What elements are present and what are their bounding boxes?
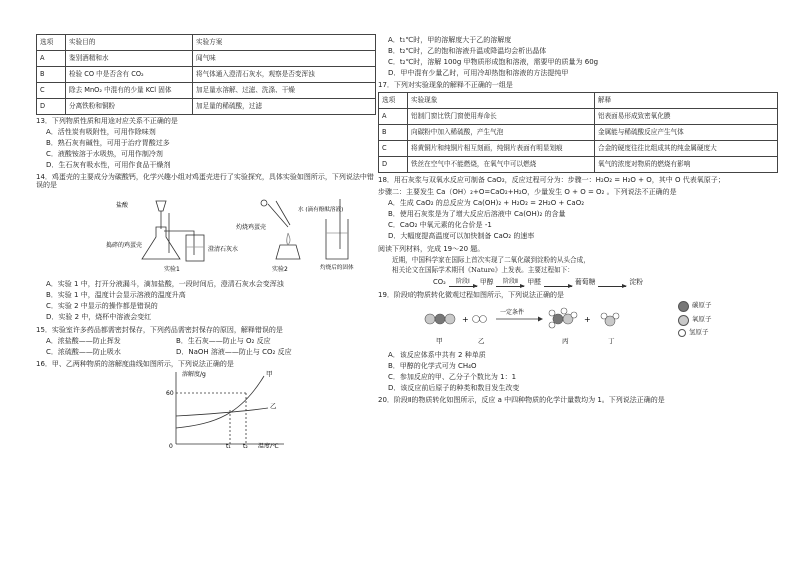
x-axis-label: 温度/℃	[258, 442, 279, 448]
question-13-option-b: B．熟石灰有碱性，可用于治疗胃酸过多	[46, 139, 170, 148]
y-axis-label: 溶解度/g	[182, 370, 206, 378]
legend-hydrogen	[678, 329, 712, 337]
table-cell: 闻气味	[193, 51, 376, 67]
series-label-yi: 乙	[270, 401, 277, 410]
flow-co2: CO₂	[433, 277, 446, 286]
svg-text:+: +	[584, 314, 591, 324]
question-19-stem: 19．阶段Ⅰ的物质转化微观过程如图所示，下列说法正确的是	[378, 290, 564, 299]
label-jia: 甲	[436, 336, 443, 345]
table-cell: A	[379, 109, 408, 125]
flow-arrow-stage2	[496, 279, 524, 287]
question-18-stem-line2: 步骤二：主要发生 Ca（OH）₂+O=CaO₂+H₂O，少量发生 O + O = O₂ 。下列说法不正确的是	[378, 188, 677, 197]
question-19-figure	[378, 299, 778, 351]
table-row	[37, 83, 376, 99]
question-17-stem: 17．下列对实验现象的解释不正确的一组是	[378, 81, 513, 90]
svg-text:+: +	[462, 314, 469, 324]
atom-legend	[678, 301, 712, 340]
question-18-option-c: C．CaO₂ 中氧元素的化合价是 -1	[388, 221, 492, 230]
question-16-option-a: A．t₁℃时，甲的溶解度大于乙的溶解度	[388, 36, 512, 44]
phenomena-table	[378, 92, 778, 173]
table-cell: 检验 CO 中是否含有 CO₂	[66, 67, 193, 83]
table-cell: D	[379, 157, 408, 173]
question-15-option-d: D．NaOH 溶液——防止与 CO₂ 反应	[176, 347, 292, 356]
legend-hydrogen-label: 氢原子	[689, 327, 709, 336]
table-cell: 金属能与稀硫酸反应产生气体	[595, 125, 778, 141]
question-18-stem-line1: 18．用石灰浆与双氧水反应可制备 CaO₂，反应过程可分为：步骤一：H₂O₂ = H₂O + O，其中 O 代表氧原子；	[378, 176, 725, 185]
label-shell: 捣碎的鸡蛋壳	[106, 242, 143, 250]
series-label-jia: 甲	[266, 369, 273, 378]
question-19-option-a: A．该反应体系中共有 2 种单质	[388, 350, 486, 359]
question-14-figure	[36, 189, 376, 277]
carbon-atom-icon	[678, 301, 689, 312]
passage-line-2: 相关论文在国际学术期刊《Nature》上发表。主要过程如下：	[392, 266, 574, 275]
table-cell: C	[37, 83, 66, 99]
table-row	[379, 109, 778, 125]
left-column	[36, 34, 376, 450]
question-18-option-d: D．大幅度提高温度可以加快制备 CaO₂ 的速率	[388, 232, 535, 241]
question-20-stem: 20．阶段Ⅱ的物质转化如图所示，反应 a 中四种物质的化学计量数均为 1。下列说法正确的是	[378, 395, 665, 404]
solubility-chart	[36, 368, 376, 448]
table-header: 实验方案	[193, 35, 376, 51]
legend-carbon-label: 碳原子	[692, 301, 712, 310]
question-14-option-d: D．实验 2 中，烧杯中溶液会变红	[46, 313, 152, 322]
question-14-stem: 14．鸡蛋壳的主要成分为碳酸钙，化学兴趣小组对鸡蛋壳进行了实验探究，具体实验如图所示，下列说法中错	[36, 173, 374, 182]
question-16-option-d: D．甲中混有少量乙时，可用冷却热饱和溶液的方法提纯甲	[388, 69, 569, 78]
reading-passage	[392, 257, 778, 275]
question-14-option-b: B．实验 1 中，温度计会显示溶液的温度升高	[46, 291, 186, 300]
right-column	[378, 36, 778, 404]
hydrogen-atom-icon	[678, 329, 686, 337]
flow-stage2-label: 阶段Ⅱ	[502, 277, 518, 285]
tick-t1: t₁	[226, 442, 231, 448]
question-19-option-c: C．参加反应的甲、乙分子个数比为 1：1	[388, 372, 517, 381]
flow-arrow-stage1	[449, 279, 477, 287]
label-ding: 丁	[608, 336, 615, 345]
experiment-apparatus-svg	[36, 189, 376, 277]
label-exp1: 实验1	[164, 266, 180, 274]
question-13-option-a: A．活性炭有吸附性，可用作除味剂	[46, 128, 156, 137]
flow-stage1-label: 阶段Ⅰ	[455, 277, 470, 285]
label-solid: 灼烧后的固体	[320, 265, 354, 272]
table-header: 选项	[379, 93, 408, 109]
table-cell: 合金的硬度往往比组成其的纯金属硬度大	[595, 141, 778, 157]
question-18-option-b: B．使用石灰浆是为了增大反应后溶液中 Ca(OH)₂ 的含量	[388, 210, 566, 219]
question-19-option-b: B．甲醇的化学式可为 CH₄O	[388, 361, 477, 370]
question-19-option-d: D．该反应前后原子的种类和数目发生改变	[388, 383, 520, 392]
table-cell: 加足量水溶解、过滤、洗涤、干燥	[193, 83, 376, 99]
question-14-stem-cont: 误的是	[36, 181, 57, 190]
origin-label: 0	[169, 442, 173, 448]
question-14-option-a: A．实验 1 中，打开分液漏斗，滴加盐酸，一段时间后，澄清石灰水会变浑浊	[46, 280, 284, 289]
question-15-option-a: A．浓盐酸——防止挥发	[46, 336, 121, 345]
tick-60: 60	[166, 389, 174, 397]
table-cell: 将气体通入澄清石灰水，观察是否变浑浊	[193, 67, 376, 83]
table-cell: 铝表面易形成致密氧化膜	[595, 109, 778, 125]
question-16-option-c: C．t₂℃时，溶解 100g 甲物质形成饱和溶液，需要甲的质量为 60g	[388, 58, 599, 67]
label-bing: 丙	[562, 336, 569, 345]
table-cell: 铁丝在空气中不能燃烧，在氧气中可以燃烧	[408, 157, 595, 173]
tick-t2: t₂	[243, 442, 248, 448]
table-cell: B	[379, 125, 408, 141]
table-cell: A	[37, 51, 66, 67]
table-row	[37, 51, 376, 67]
table-header: 实验现象	[408, 93, 595, 109]
label-burn: 灼烧鸡蛋壳	[236, 224, 267, 232]
table-cell: 鉴别酒精和水	[66, 51, 193, 67]
table-header-row	[37, 35, 376, 51]
table-cell: 加足量的稀硫酸，过滤	[193, 99, 376, 115]
table-cell: 向碳粉中加入稀硫酸，产生气泡	[408, 125, 595, 141]
table-header: 实验目的	[66, 35, 193, 51]
question-13-option-c: C．液酸铵溶于水吸热，可用作制冷剂	[46, 150, 163, 159]
table-row	[37, 99, 376, 115]
question-16-stem: 16．甲、乙两种物质的溶解度曲线如图所示，下列说法正确的是	[36, 359, 234, 368]
table-cell: 分离铁粉和铜粉	[66, 99, 193, 115]
label-water: 水 (滴有酚酞溶液)	[298, 207, 344, 214]
reaction-condition: 一定条件	[500, 308, 525, 316]
question-18-option-a: A．生成 CaO₂ 的总反应为 Ca(OH)₂ + H₂O₂ = 2H₂O + CaO₂	[388, 199, 585, 208]
experiment-table	[36, 34, 376, 115]
question-15-option-b: B．生石灰——防止与 O₂ 反应	[176, 336, 271, 345]
label-yi: 乙	[478, 336, 485, 345]
table-row	[37, 67, 376, 83]
legend-carbon	[678, 301, 712, 312]
legend-oxygen-label: 氧原子	[692, 315, 712, 324]
table-cell: 将黄铜片和纯铜片相互刻画，纯铜片表面有明显划痕	[408, 141, 595, 157]
passage-line-1: 近期，中国科学家在国际上首次实现了二氧化碳到淀粉的从头合成，	[392, 255, 590, 264]
table-cell: C	[379, 141, 408, 157]
table-header: 解释	[595, 93, 778, 109]
oxygen-atom-icon	[678, 315, 689, 326]
molecule-reaction-svg	[378, 299, 678, 351]
question-13-stem: 13．下列物质性质和用途对应关系不正确的是	[36, 117, 178, 125]
table-cell: B	[37, 67, 66, 83]
question-14-option-c: C．实验 2 中显示的操作都是错误的	[46, 302, 158, 311]
flow-methanol: 甲醇	[479, 277, 494, 286]
question-15-stem: 15．实验室许多药品都需密封保存，下列药品需密封保存的原因，解释错误的是	[36, 325, 283, 334]
table-header: 选项	[37, 35, 66, 51]
table-cell: 除去 MnO₂ 中混有的少量 KCl 固体	[66, 83, 193, 99]
table-cell: 氧气的浓度对物质的燃烧有影响	[595, 157, 778, 173]
label-hcl: 盐酸	[116, 202, 129, 210]
question-13-option-d: D．生石灰有吸水性，可用作食品干燥剂	[46, 161, 171, 170]
label-exp2: 实验2	[272, 266, 288, 274]
flow-arrow-3	[544, 279, 572, 287]
table-row	[379, 141, 778, 157]
curve-yi	[176, 408, 268, 416]
curve-jia	[176, 376, 264, 428]
question-15-option-c: C．浓硫酸——防止吸水	[46, 347, 121, 356]
reading-intro: 阅读下列材料，完成 19～20 题。	[378, 244, 485, 253]
flow-formaldehyde: 甲醛	[527, 277, 542, 286]
table-header-row	[379, 93, 778, 109]
flow-glucose: 葡萄糖	[575, 277, 596, 286]
table-row	[379, 125, 778, 141]
flow-starch: 淀粉	[629, 277, 643, 286]
legend-oxygen	[678, 315, 712, 326]
table-cell: 铝制门窗比铁门窗使用寿命长	[408, 109, 595, 125]
label-limewater: 澄清石灰水	[208, 246, 239, 254]
table-cell: D	[37, 99, 66, 115]
table-row	[379, 157, 778, 173]
flow-arrow-4	[598, 279, 626, 287]
question-15-options	[36, 334, 376, 356]
synthesis-flow	[433, 279, 778, 287]
question-16-option-b: B．t₂℃时，乙的饱和溶液升温或降温均会析出晶体	[388, 47, 547, 56]
